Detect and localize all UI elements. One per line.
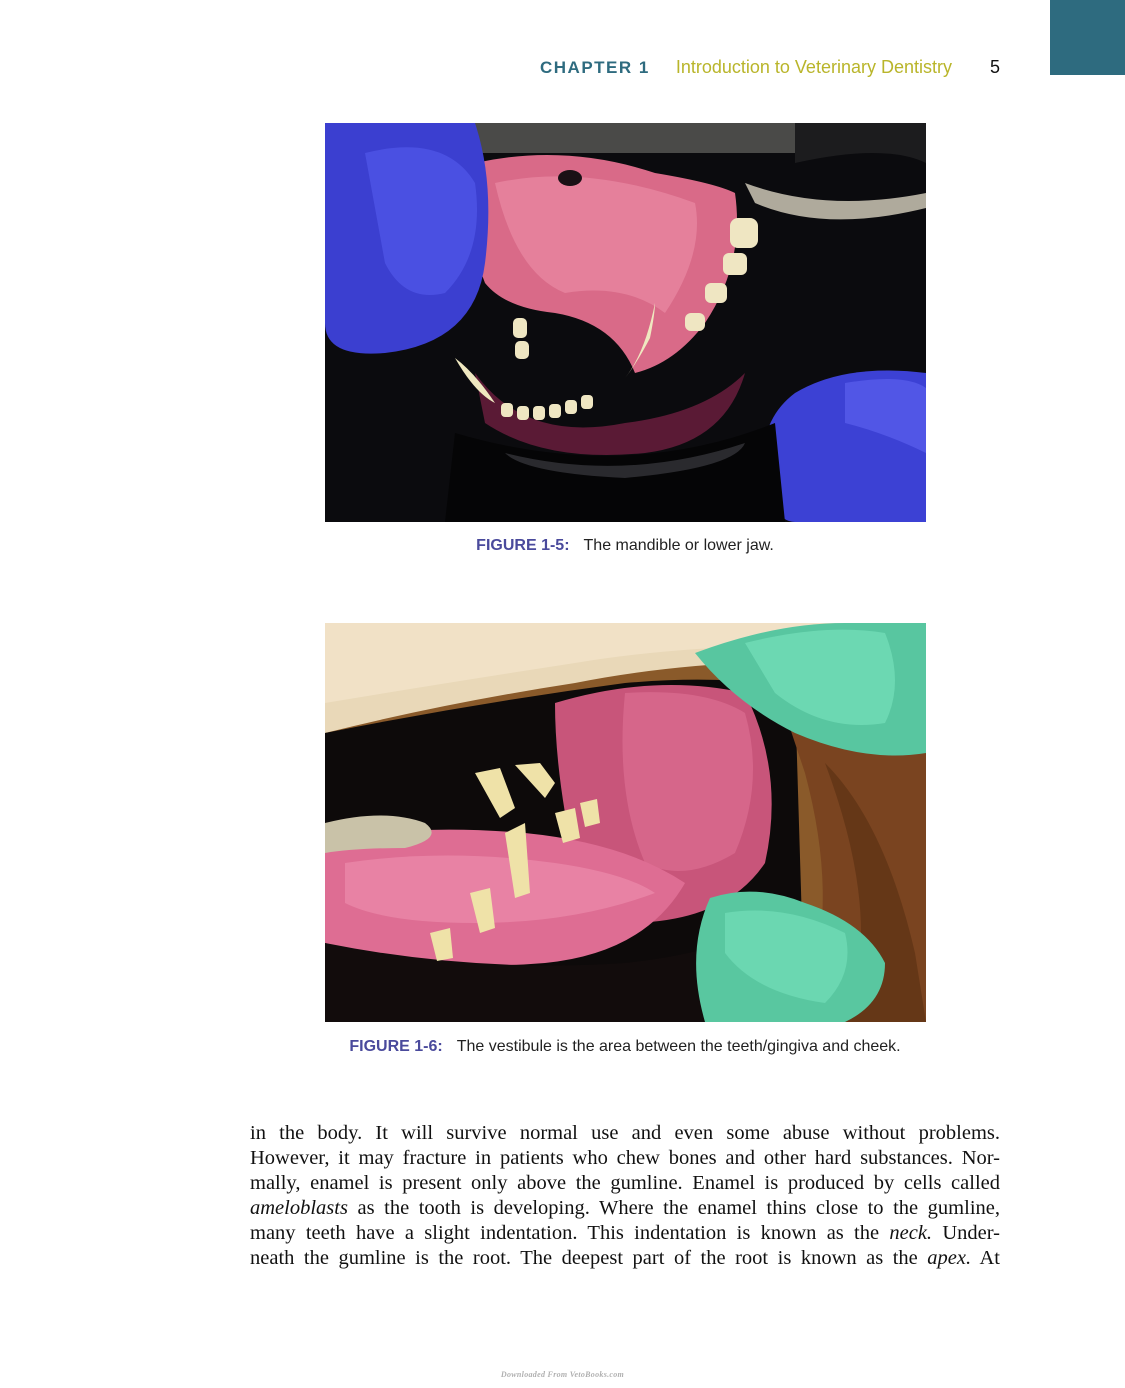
mandible-photo-illustration xyxy=(325,123,926,522)
figure-1-5-caption-text: The mandible or lower jaw. xyxy=(583,537,774,554)
chapter-tab-block xyxy=(1050,0,1125,75)
body-line xyxy=(250,1171,1000,1196)
body-text-run: in the body. It will survive normal use and even some abuse without problems. xyxy=(250,1122,1000,1144)
body-text-run: At xyxy=(971,1247,1000,1269)
term-neck: neck. xyxy=(889,1222,933,1244)
body-line xyxy=(250,1121,1000,1146)
figure-1-5-photo xyxy=(325,123,926,522)
body-text-run: Under- xyxy=(932,1222,1000,1244)
body-paragraph xyxy=(250,1121,1000,1271)
page-number: 5 xyxy=(989,57,1000,77)
body-text-run: However, it may fracture in patients who chew bones and other hard substances. Nor- xyxy=(250,1147,1000,1169)
figure-1-5-caption xyxy=(250,537,1000,555)
body-line xyxy=(250,1221,1000,1246)
body-line xyxy=(250,1196,1000,1221)
body-line xyxy=(250,1146,1000,1171)
running-head xyxy=(540,57,1000,81)
body-text-run: mally, enamel is present only above the gumline. Enamel is produced by cells called xyxy=(250,1172,1000,1194)
figure-1-5-label: FIGURE 1-5: xyxy=(476,537,570,554)
vestibule-photo-illustration xyxy=(325,623,926,1022)
figure-1-6-label: FIGURE 1-6: xyxy=(349,1038,443,1055)
chapter-label: CHAPTER 1 xyxy=(539,58,650,77)
body-text-run: neath the gumline is the root. The deepest part of the root is known as the xyxy=(250,1247,928,1269)
figure-1-6-caption-text: The vestibule is the area between the teeth/gingiva and cheek. xyxy=(456,1038,901,1055)
body-text-run: many teeth have a slight indentation. This indentation is known as the xyxy=(250,1222,890,1244)
download-watermark: Downloaded From VetoBooks.com xyxy=(500,1370,625,1379)
chapter-title: Introduction to Veterinary Dentistry xyxy=(675,57,952,77)
body-text-run: as the tooth is developing. Where the enamel thins close to the gumline, xyxy=(347,1197,1000,1219)
term-ameloblasts: ameloblasts xyxy=(250,1197,348,1219)
figure-1-6-caption xyxy=(250,1038,1000,1056)
term-apex: apex. xyxy=(927,1247,972,1269)
figure-1-6-photo xyxy=(325,623,926,1022)
body-line xyxy=(250,1246,1000,1271)
